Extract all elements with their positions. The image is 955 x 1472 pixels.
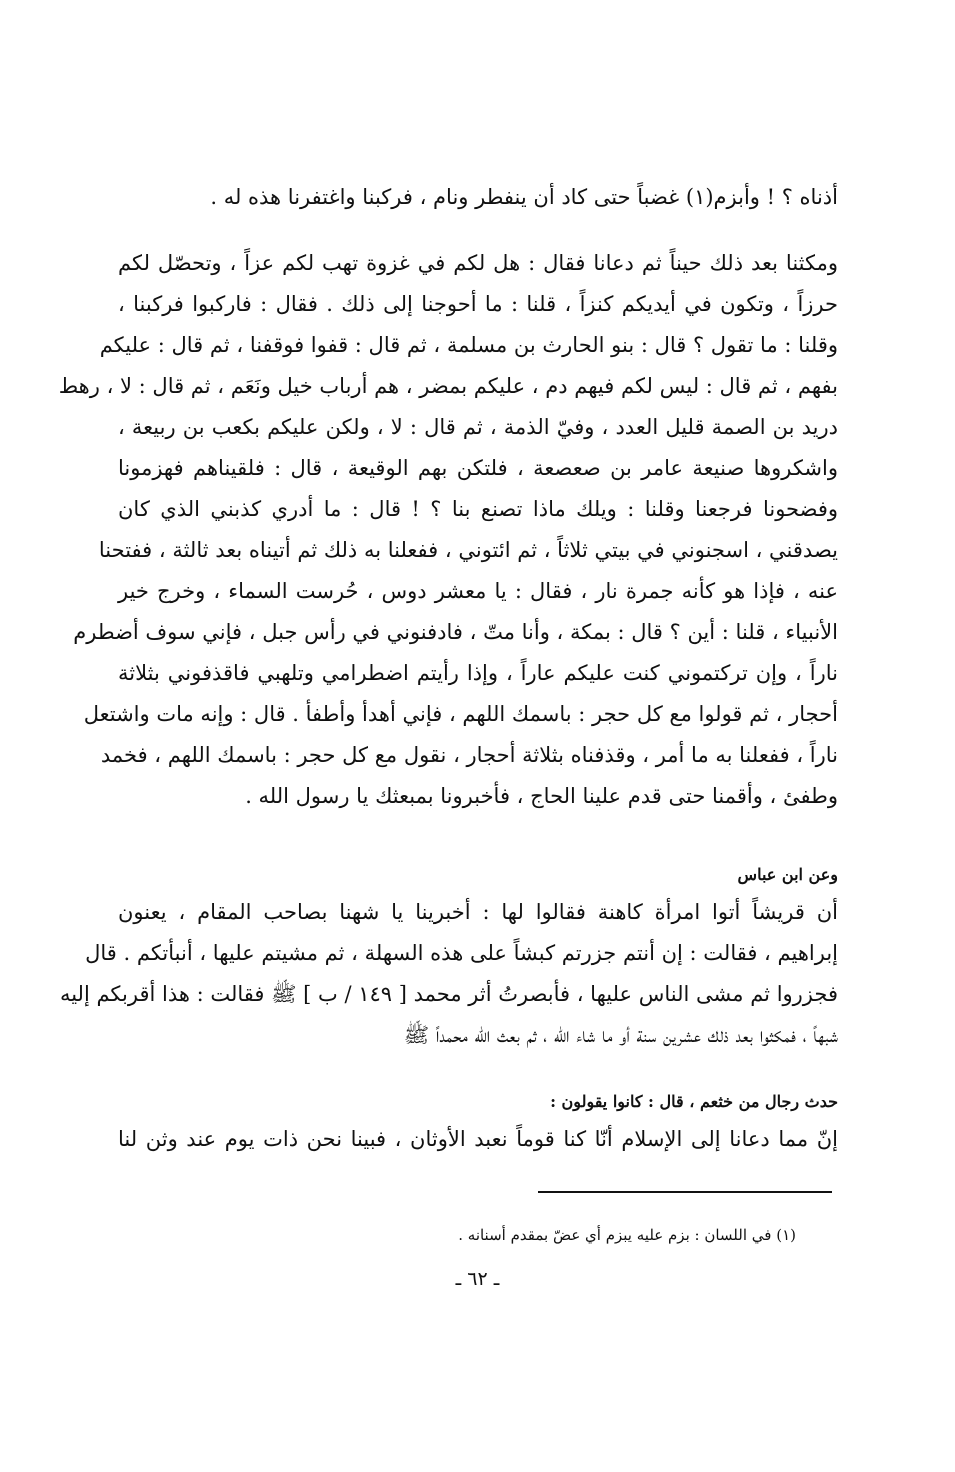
text-line: أذناه ؟ ! وأبزم(١) غضباً حتى كاد أن ينفطر ونام ، فركبنا واغتفرنا هذه له . [210, 185, 838, 209]
text-line: وقلنا : ما تقول ؟ قال : بنو الحارث بن مسلمة ، ثم قال : قفوا فوقفنا ، ثم قال : عليكم [99, 333, 838, 357]
text-line: إبراهيم ، فقالت : إن أنتم جزرتم كبشاً على هذه السهلة ، ثم مشيتم عليها ، أنبأتكم . قال [85, 941, 838, 965]
section-heading: حدث رجال من خثعم ، قال : كانوا يقولون : [550, 1092, 838, 1111]
text-line: يصدقني ، اسجنوني في بيتي ثلاثاً ، ثم ائتوني ، ففعلنا به ذلك ثم أتيناه بعد ثالثة ، ففتحنا [98, 538, 838, 562]
text-line: شبهاً ، فمكثوا بعد ذلك عشرين سنة أو ما شاء الله ، ثم بعث الله محمداً ﷺ [403, 1023, 838, 1047]
text-line: أحجار ، ثم قولوا مع كل حجر : باسمك اللهم ، فإني أهدأ وأطفأ . قال : وإنه مات واشتعل [83, 702, 838, 726]
text-line: دريد بن الصمة قليل العدد ، وفيّ الذمة ، ثم قال : لا ، ولكن عليكم بكعب بن ربيعة ، [118, 415, 838, 439]
footnote: (١) في اللسان : بزم عليه يبزم أي عضّ بمقدم أسنانه . [458, 1226, 796, 1244]
text-line: أن قريشاً أتوا امرأة كاهنة فقالوا لها : أخبرينا يا شهنا بصاحب المقام ، يعنون [118, 900, 838, 924]
text-line: بفهم ، ثم قال : ليس لكم فيهم دم ، عليكم بمضر ، هم أرباب خيل ونَعَم ، ثم قال : لا ، رهط [58, 374, 838, 398]
text-line: الأنبياء ، قلنا : أين ؟ قال : بمكة ، وأنا متّ ، فادفنوني في رأس جبل ، فإني سوف أضطرم [73, 620, 838, 644]
text-line: ومكثنا بعد ذلك حيناً ثم دعانا فقال : هل لكم في غزوة تهب لكم عزاً ، وتحصّل لكم [118, 251, 838, 275]
text-line: حرزاً ، وتكون في أيديكم كنزاً ، قلنا : ما أحوجنا إلى ذلك . فقال : فاركبوا فركبنا ، [118, 292, 838, 316]
paragraph-1 [118, 177, 838, 218]
text-line: ناراً ، ففعلنا به ما أمر ، وقذفناه بثلاثة أحجار ، نقول مع كل حجر : باسمك اللهم ، فخمد [100, 743, 838, 767]
text-line: وطفئ ، وأقمنا حتى قدم علينا الحاج ، فأخبرونا بمبعثك يا رسول الله . [245, 784, 838, 808]
text-line: ناراً ، وإن تركتموني كنت عليكم عاراً ، وإذا رأيتم اضطرامي وتلهبي فاقذفوني بثلاثة [118, 661, 838, 685]
text-line: إنّ مما دعانا إلى الإسلام أنّا كنا قوماً نعبد الأوثان ، فبينا نحن ذات يوم عند وثن لنا [118, 1127, 838, 1151]
section-ibn-abbas [59, 858, 838, 1056]
text-line: واشكروها صنيعة عامر بن صعصعة ، فلتكن بهم الوقيعة ، قال : فلقيناهم فهزمونا [118, 456, 838, 480]
footnote-divider [538, 1191, 832, 1193]
section-heading: وعن ابن عباس [737, 865, 838, 884]
text-line: عنه ، فإذا هو كأنه جمرة نار ، فقال : يا معشر دوس ، حُرست السماء ، وخرج خير [118, 579, 838, 603]
text-line: فجزروا ثم مشى الناس عليها ، فأبصرتُ أثر محمد [ ١٤٩ / ب ] ﷺ فقالت : هذا أقربكم إليه [59, 982, 838, 1006]
page-number: ـ ٦٢ ـ [455, 1268, 500, 1290]
section-khatham [118, 1085, 838, 1160]
text-line: وفضحونا فرجعنا وقلنا : ويلك ماذا تصنع بنا ؟ ! قال : ما أدري كذبني الذي كان [118, 497, 838, 521]
paragraph-2 [58, 243, 838, 817]
